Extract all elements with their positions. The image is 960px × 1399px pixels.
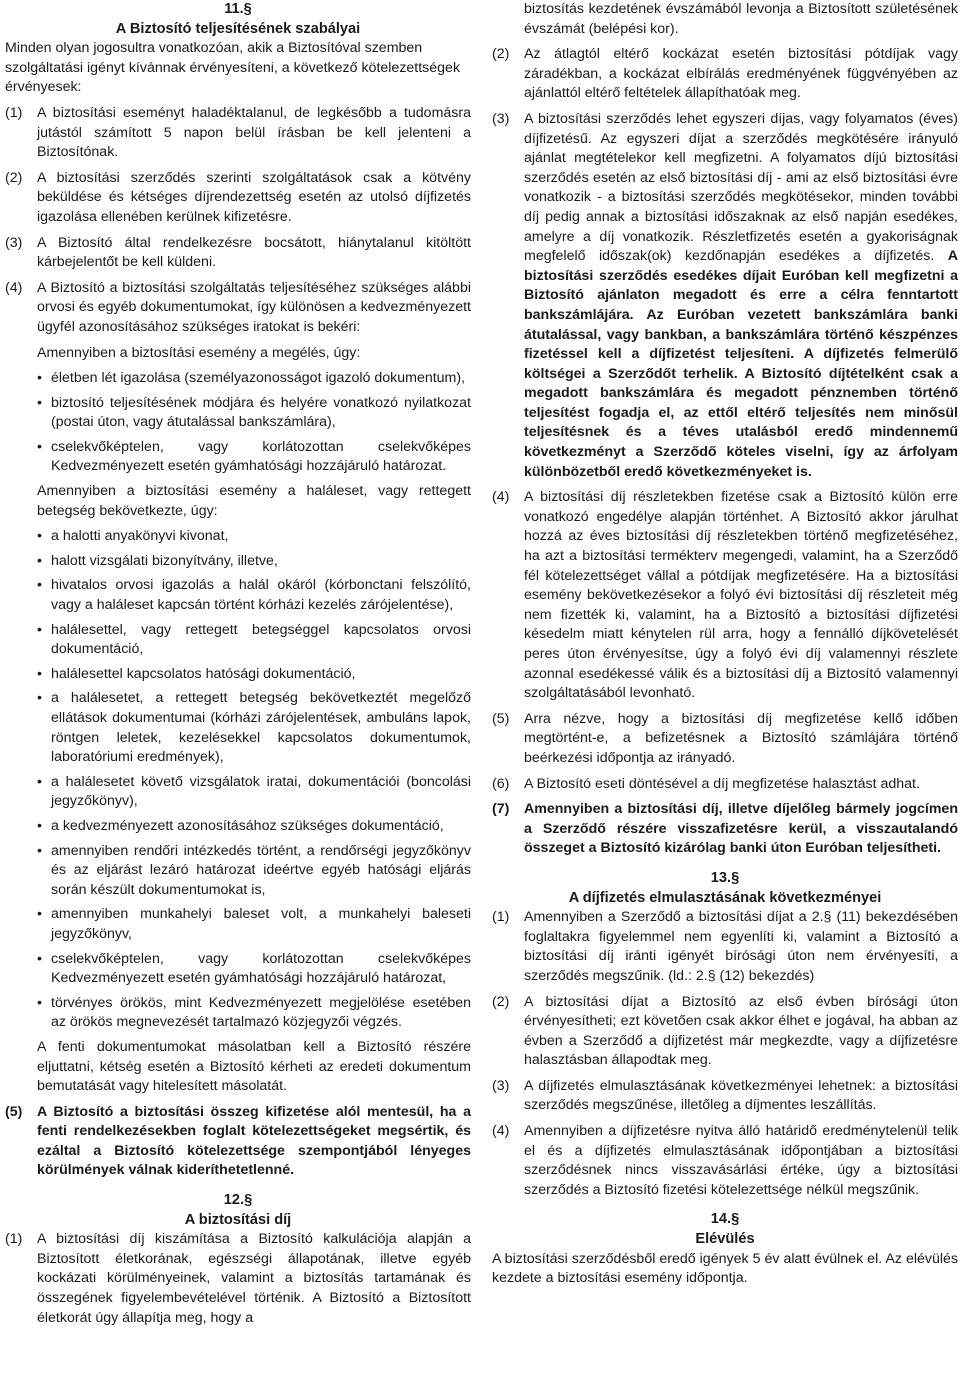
list-item: • a kedvezményezett azonosításához szükséges dokumentáció, [37, 817, 471, 837]
list-item: • biztosító teljesítésének módjára és helyére vonatkozó nyilatkozat (postai úton, vagy átutalással bankszámlára), [37, 394, 471, 433]
bullet-icon: • [37, 817, 42, 834]
item-number: (3) [492, 110, 510, 127]
item-number: (7) [492, 801, 510, 818]
bullet-icon: • [37, 665, 42, 682]
item-number: (4) [492, 489, 510, 506]
bullet-icon: • [37, 994, 42, 1011]
section-12-item-4 [492, 488, 958, 704]
death-document-list [37, 527, 471, 1033]
section-11-closing: A fenti dokumentumokat másolatban kell a Biztosító részére eljuttatni, kétség esetén a Biztosító kérheti az eredeti dokumentum bemutatását vagy hitelesített másolatát. [37, 1038, 471, 1095]
survival-document-list [37, 369, 471, 477]
section-11-item-1 [5, 104, 471, 163]
item-number: (5) [492, 710, 510, 727]
bullet-icon: • [37, 621, 42, 638]
item-number: (5) [5, 1103, 23, 1120]
item-text [524, 110, 958, 482]
list-item: • halott vizsgálati bizonyítvány, illetve, [37, 552, 471, 572]
bullet-icon: • [37, 690, 42, 707]
item-text: Amennyiben a díjfizetésre nyitva álló határidő eredménytelenül telik el és a díjfizetés elmulasztásának időpontjában a biztosítási szerződésnek nincs visszavásárlási értéke, úgy a biztosítási szerződés a Biztosító fizetési kötelezettsége nélkül megszűnik. [524, 1123, 958, 1198]
section-13-item-4 [492, 1122, 958, 1200]
bullet-icon: • [37, 552, 42, 569]
item-text: A biztosítási szerződés szerinti szolgáltatások csak a kötvény beküldése és kétséges díjrendezettség esetén az utolsó díjfizetés igazolása ellenében kerülnek kifizetésre. [37, 169, 471, 225]
death-subheading: Amennyiben a biztosítási esemény a haláleset, vagy rettegett betegség bekövetkezte, úgy: [37, 483, 471, 519]
section-14-title: Elévülés [695, 1231, 755, 1248]
section-11-item-5 [5, 1103, 471, 1181]
item-text-regular: A biztosítási szerződés lehet egyszeri díjas, vagy folyamatos (éves) díjfizetésű. Az egyszeri díjat a szerződés megkötésére irányuló ajánlat megtételekor kell megfizetni. A folyamatos díjú biztosítási szerződés esetén az első biztosítási díj - ami az első biztosítási évre vonatkozik - a biztosítási szerződés megkötésekor, minden további díj pedig annak a biztosítási időszaknak az első napján esedékes, amelyre a díj vonatkozik. Részletfizetés esetén a gyakoriságnak megfelelő időszak(ok) kezdőnapján esedékes a díjfizetés. [524, 110, 958, 265]
item-text: A Biztosító a biztosítási szolgáltatás teljesítéséhez szükséges alábbi orvosi és egyéb dokumentumokat, így különösen a kedvezményezett ügyfél azonosításához szükséges iratokat is bekéri: [37, 279, 471, 335]
section-11-item-4 [5, 279, 471, 338]
section-13-item-1 [492, 908, 958, 986]
bullet-icon: • [37, 394, 42, 411]
section-12-title: A biztosítási díj [184, 1211, 292, 1228]
item-number: (1) [492, 909, 510, 926]
list-item: • a halotti anyakönyvi kivonat, [37, 527, 471, 547]
bullet-icon: • [37, 438, 42, 455]
item-text: A Biztosító eseti döntésével a díj megfizetése halasztást adhat. [524, 775, 920, 792]
item-text: A biztosítási díj kiszámítása a Biztosító kalkulációja alapján a Biztosított életkorának, egészségi állapotának, illetve egyéb kockázati körülményeinek, valamint a biztosítás tartamának és összegének figyelembevételével történik. A Biztosító a Biztosított életkorát úgy állapítja meg, hogy a [37, 1231, 471, 1326]
bullet-icon: • [37, 842, 42, 859]
section-12-number: 12.§ [223, 1192, 253, 1209]
section-13-title: A díjfizetés elmulasztásának következményei [568, 889, 882, 906]
survival-subheading: Amennyiben a biztosítási esemény a megélés, úgy: [37, 344, 361, 361]
item-number: (4) [492, 1123, 510, 1140]
list-item: • amennyiben munkahelyi baleset volt, a munkahelyi baleseti jegyzőkönyv, [37, 905, 471, 944]
list-item: • halálesettel kapcsolatos hatósági dokumentáció, [37, 665, 471, 685]
section-12-item-3 [492, 110, 958, 482]
section-12-item-1 [5, 1230, 471, 1328]
item-number: (1) [5, 104, 23, 121]
section-13-item-2 [492, 993, 958, 1071]
bullet-icon: • [37, 370, 42, 387]
bullet-icon: • [37, 950, 42, 967]
item-number: (2) [492, 993, 510, 1010]
section-12-item-5 [492, 710, 958, 769]
section-14-number: 14.§ [710, 1211, 740, 1228]
section-12-continuation: biztosítás kezdetének évszámából levonja a Biztosított születésének évszámát (belépési kor). [524, 1, 958, 37]
item-number: (1) [5, 1231, 23, 1248]
item-text: A biztosítási díjat a Biztosító az első évben bírósági úton érvényesítheti; ezt követően csak akkor élhet e jogával, ha abban az évben a Szerződő a díjfizetést már megkezdte, vagy a díjfizetésre halasztásban állapodtak meg. [524, 993, 958, 1069]
section-13-item-3 [492, 1077, 958, 1116]
item-text: Az átlagtól eltérő kockázat esetén biztosítási pótdíjak vagy záradékban, a kockázat elbírálás eredményének függvényében az ajánlattól eltérő feltételek állapíthatóak meg. [524, 46, 958, 102]
section-13-heading [492, 869, 958, 908]
list-item: • a halálesetet, a rettegett betegség bekövetkeztét megelőző ellátások dokumentumai (kórházi zárójelentések, ambuláns lapok, röntgen leletek, kezelésekkel kapcsolatos dokumentumok, laboratóriumi eredmények), [37, 689, 471, 767]
list-item: • életben lét igazolása (személyazonosságot igazoló dokumentum), [37, 369, 471, 389]
item-text: A biztosítási eseményt haladéktalanul, de legkésőbb a tudomásra jutástól számított 5 napon belül írásban be kell jelenteni a Biztosítónak. [37, 104, 471, 161]
item-number: (6) [492, 775, 510, 792]
item-number: (3) [5, 234, 23, 251]
list-item: • halálesettel, vagy rettegett betegséggel kapcsolatos orvosi dokumentáció, [37, 621, 471, 660]
list-item: • törvényes örökös, mint Kedvezményezett megjelölése esetében az örökös megnevezését tartalmazó közjegyzői végzés. [37, 994, 471, 1033]
item-text: Arra nézve, hogy a biztosítási díj megfizetése kellő időben megtörtént-e, a befizetésnek a Biztosító számlájára történő beérkezési időpontja az irányadó. [524, 710, 958, 766]
item-number: (2) [492, 46, 510, 63]
section-13-number: 13.§ [710, 869, 740, 886]
item-text: A díjfizetés elmulasztásának következményei lehetnek: a biztosítási szerződés megszűnése, illetőleg a díjmentes leszállítás. [524, 1077, 958, 1114]
section-12-heading [5, 1191, 471, 1230]
item-text: A biztosítási díj részletekben fizetése csak a Biztosító külön erre vonatkozó engedélye alapján történhet. A Biztosító akkor járulhat hozzá az éves biztosítási díj részletekben történő megfizetéséhez, ha azt a biztosítási termékterv megengedi, valamint, ha a Szerződő fél kötelezettséget vállal a pótdíjak megfizetésére. Ha a biztosítási esemény bekövetkezésekor a folyó évi biztosítási díj részleteit még nem fizették ki, valamint, ha a Biztosító a biztosítási díjfizetési késedelm miatt kénytelen rül arra, hogy a fennálló díjkövetelését peres úton érvényesítse, úgy a folyó évi díj valamennyi részlete azonnal esedékessé válik és a biztosítási díj a Biztosító valamennyi szolgáltatásából levonható. [524, 489, 958, 702]
item-text: Amennyiben a biztosítási díj, illetve díjelőleg bármely jogcímen a Szerződő részére visszafizetésre kerül, a visszautalandó összeget a Biztosító kizárólag banki úton Euróban teljesítheti. [524, 801, 958, 857]
bullet-icon: • [37, 906, 42, 923]
item-number: (3) [492, 1077, 510, 1094]
list-item: • cselekvőképtelen, vagy korlátozottan cselekvőképes Kedvezményezett esetén gyámhatósági hozzájáruló határozat. [37, 438, 471, 477]
section-14-text: A biztosítási szerződésből eredő igények 5 év alatt évülnek el. Az elévülés kezdete a biztosítási esemény időpontja. [492, 1250, 958, 1287]
bullet-icon: • [37, 773, 42, 790]
section-14-heading [492, 1210, 958, 1249]
item-text: A Biztosító által rendelkezésre bocsátott, hiánytalanul kitöltött kárbejelentőt be kell küldeni. [37, 234, 471, 271]
list-item: • amennyiben rendőri intézkedés történt, a rendőrségi jegyzőkönyv és az eljárást lezáró határozat ideértve egyéb hatósági eljárás során készült dokumentumokat is, [37, 842, 471, 901]
right-column [492, 0, 958, 1295]
bullet-icon: • [37, 577, 42, 594]
section-11-number: 11.§ [224, 1, 252, 17]
list-item: • a halálesetet követő vizsgálatok iratai, dokumentációi (boncolási jegyzőkönyv), [37, 773, 471, 812]
section-12-item-7 [492, 800, 958, 859]
item-number: (4) [5, 279, 23, 296]
item-number: (2) [5, 169, 23, 186]
section-12-item-2 [492, 45, 958, 104]
list-item: • cselekvőképtelen, vagy korlátozottan cselekvőképes Kedvezményezett esetén gyámhatósági hozzájáruló határozat, [37, 950, 471, 989]
section-11-item-3 [5, 234, 471, 273]
item-text-bold: A biztosítási szerződés esedékes díjait Euróban kell megfizetni a Biztosító ajánlaton megadott és erre a célra fenntartott bankszámlájára. Az Euróban vezetett bankszámlára banki átutalással, vagy bankban, a bankszámlára történő készpénzes fizetéssel kell a díjfizetést teljesíteni. A díjfizetés felmerülő költségei a Szerződőt terhelik. A Biztosító díjtételként csak a megadott bankszámlára és megadott pénznemben történő teljesítést fogadja el, az ettől eltérő teljesítés nem minősül teljesítésnek és a téves utalásból eredő mindennemű következményt a Szerződő köteles viselni, így az árfolyam különbözetből eredő következményeket is. [524, 248, 958, 480]
list-item: • hivatalos orvosi igazolás a halál okáról (kórbonctani felszólító, vagy a haláleset kapcsán történt kórházi kezelés zárójelentése), [37, 576, 471, 615]
section-11-title: A Biztosító teljesítésének szabályai [115, 20, 361, 37]
section-11-item-2 [5, 169, 471, 228]
bullet-icon: • [37, 528, 42, 545]
section-12-item-6 [492, 775, 958, 795]
section-11-heading [5, 0, 471, 39]
left-column [5, 0, 471, 1334]
item-text: A Biztosító a biztosítási összeg kifizetése alól mentesül, ha a fenti rendelkezésekben foglalt kötelezettségeket megsértik, és ezáltal a Biztosító kötelezettsége szempontjából lényeges körülmények válnak kideríthetetlenné. [37, 1103, 471, 1179]
section-11-intro: Minden olyan jogosultra vonatkozóan, akik a Biztosítóval szemben szolgáltatási igényt kívánnak érvényesíteni, a következő kötelezettségek érvényesek: [5, 40, 461, 96]
item-text: Amennyiben a Szerződő a biztosítási díjat a 2.§ (11) bekezdésében foglaltakra figyelemmel nem egyenlíti ki, valamint a Biztosító a biztosítási díj iránti igényét bírósági úton nem érvényesíti, a szerződés megszűnik. (ld.: 2.§ (12) bekezdés) [524, 909, 958, 984]
